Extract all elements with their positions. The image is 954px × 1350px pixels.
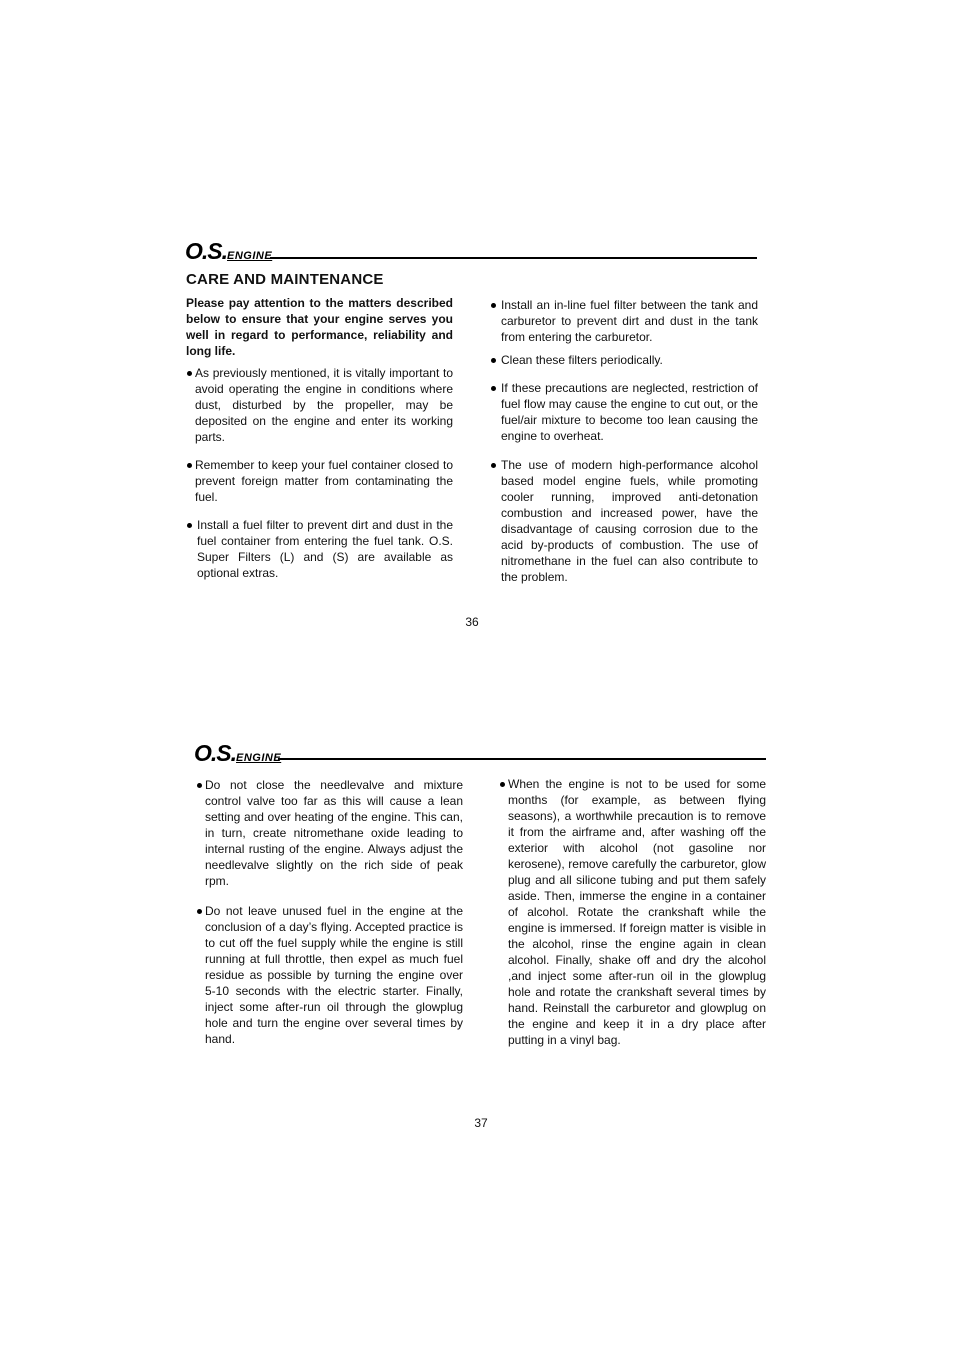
list-item: If these precautions are neglected, restriction of fuel flow may cause the engine to cut out, or the fuel/air mixture to become too lean causing the engine to overheat.	[490, 380, 758, 444]
os-engine-logo	[185, 238, 272, 265]
list-item: Remember to keep your fuel container closed to prevent foreign matter from contaminating the fuel.	[186, 457, 453, 505]
list-item: When the engine is not to be used for some months (for example, as between flying seasons), a worthwhile precaution is to remove it from the airframe and, after washing off the exterior with alcohol (not gasoline nor kerosene), remove carefully the carburetor, glow plug and all silicone tubing and put them safely aside. Then, immerse the engine in a container of alcohol. Rotate the crankshaft while the engine is immersed. If foreign matter is visible in the alcohol, rinse the engine again in clean alcohol. Finally, shake off and dry the alcohol ,and inject some after-run oil in the glowplug hole and rotate the crankshaft several times by hand. Reinstall the carburetor and glowplug on the engine and keep it in a dry place after putting in a vinyl bag.	[499, 776, 766, 1048]
list-item: Do not leave unused fuel in the engine at the conclusion of a day’s flying. Accepted practice is to cut off the fuel supply while the engine is still running at full throttle, then expel as much fuel residue as possible by turning the engine over 5-10 seconds with the electric starter. Finally, inject some after-run oil through the glowplug hole and turn the engine over several times by hand.	[196, 903, 463, 1047]
list-item: The use of modern high-performance alcohol based model engine fuels, while promoting cooler running, improved anti-detonation combustion and increased power, have the disadvantage of causing corrosion due to the acid by-products of combustion. The use of nitromethane in the fuel can also contribute to the problem.	[490, 457, 758, 585]
list-item: Clean these filters periodically.	[490, 352, 758, 368]
page-number: 36	[465, 615, 479, 629]
logo-main: O.S.	[194, 740, 237, 766]
list-item: Do not close the needlevalve and mixture control valve too far as this will cause a lean setting and over heating of the engine. This can, in turn, create nitromethane oxide leading to internal rusting of the engine. Always adjust the needlevalve slightly on the rich side of peak rpm.	[196, 777, 463, 889]
right-column	[499, 776, 766, 1048]
logo-sub: ENGINE	[227, 250, 273, 262]
right-column	[490, 297, 758, 585]
list-item: Install an in-line fuel filter between the tank and carburetor to prevent dirt and dust in the tank from entering the carburetor.	[490, 297, 758, 345]
os-engine-logo	[194, 740, 281, 767]
logo-sub: ENGINE	[236, 752, 282, 764]
left-column	[196, 777, 463, 1047]
intro-paragraph: Please pay attention to the matters described below to ensure that your engine serves you well in regard to performance, reliability and long life.	[186, 296, 453, 358]
list-item: Install a fuel filter to prevent dirt and dust in the fuel container from entering the fuel tank. O.S. Super Filters (L) and (S) are available as optional extras.	[186, 517, 453, 581]
left-column	[186, 295, 453, 581]
header-rule	[278, 758, 766, 760]
page-number: 37	[474, 1116, 488, 1130]
logo-main: O.S.	[185, 238, 228, 264]
header-rule	[270, 257, 757, 259]
section-title: CARE AND MAINTENANCE	[186, 271, 384, 288]
list-item: As previously mentioned, it is vitally important to avoid operating the engine in conditions where dust, disturbed by the propeller, may be deposited on the engine and enter its working parts.	[186, 365, 453, 445]
